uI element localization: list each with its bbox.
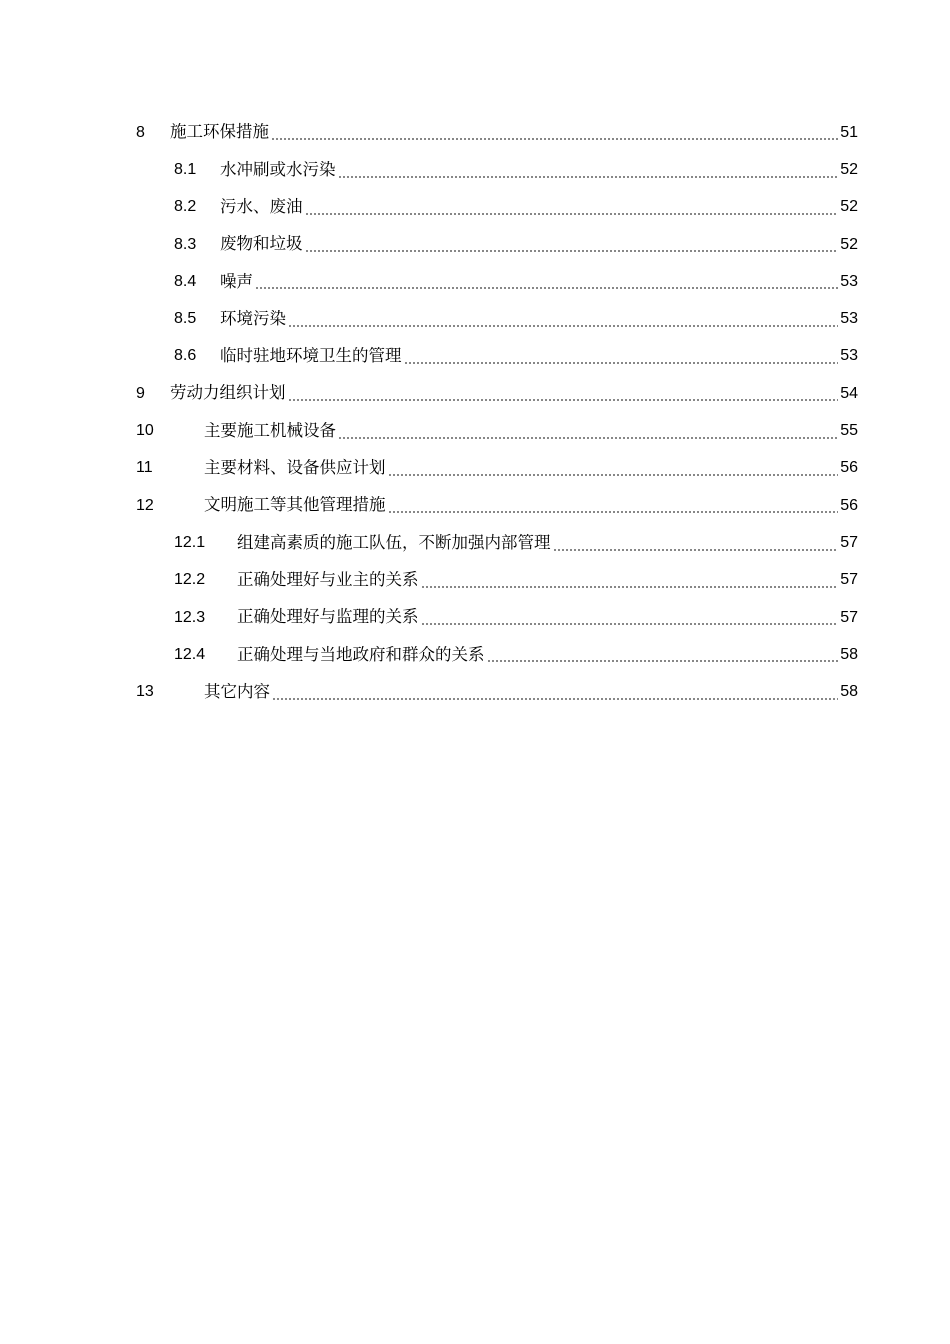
- dot-leader: [305, 213, 839, 215]
- toc-entry-number: 12.4: [174, 645, 206, 663]
- toc-entry-title: 文明施工等其他管理措施: [204, 495, 386, 515]
- dot-leader: [388, 511, 839, 513]
- toc-entry[interactable]: [0, 189, 950, 226]
- toc-entry-page: 56: [840, 496, 858, 514]
- toc-entry-title: 施工环保措施: [170, 122, 269, 142]
- toc-entry[interactable]: [0, 226, 950, 263]
- toc-entry[interactable]: [0, 375, 950, 412]
- toc-entry-number: 8.5: [174, 310, 197, 328]
- toc-entry-number: 12.1: [174, 533, 206, 551]
- toc-entry-page: 58: [840, 683, 858, 701]
- toc-entry-title: 正确处理好与业主的关系: [237, 569, 419, 589]
- toc-entry[interactable]: [0, 562, 950, 599]
- dot-leader: [288, 399, 839, 401]
- dot-leader: [255, 287, 838, 289]
- toc-entry-page: 53: [840, 347, 858, 365]
- toc-entry-number: 11: [136, 459, 153, 477]
- toc-entry-number: 10: [136, 422, 154, 440]
- dot-leader: [272, 698, 838, 700]
- toc-entry[interactable]: [0, 338, 950, 375]
- toc-entry-title: 主要材料、设备供应计划: [204, 458, 386, 478]
- toc-entry-number: 9: [136, 384, 145, 402]
- toc-entry-title: 水冲刷或水污染: [220, 159, 336, 179]
- toc-entry[interactable]: [0, 114, 950, 151]
- toc-entry-title: 组建高素质的施工队伍，不断加强内部管理: [237, 532, 551, 552]
- dot-leader: [404, 362, 839, 364]
- toc-entry-title: 劳动力组织计划: [170, 383, 286, 403]
- table-of-contents: [0, 114, 950, 711]
- toc-entry[interactable]: [0, 412, 950, 449]
- toc-entry-number: 8.3: [174, 235, 197, 253]
- toc-entry-number: 8.6: [174, 347, 197, 365]
- toc-entry-title: 主要施工机械设备: [204, 420, 336, 440]
- toc-entry-page: 57: [840, 608, 858, 626]
- dot-leader: [305, 250, 839, 252]
- toc-entry-title: 正确处理好与监理的关系: [237, 607, 419, 627]
- toc-entry[interactable]: [0, 263, 950, 300]
- toc-entry-number: 12.2: [174, 571, 206, 589]
- toc-entry-title: 正确处理与当地政府和群众的关系: [237, 644, 485, 664]
- toc-entry-number: 13: [136, 683, 154, 701]
- dot-leader: [338, 176, 839, 178]
- toc-entry-title: 环境污染: [220, 308, 286, 328]
- toc-entry-title: 其它内容: [204, 681, 270, 701]
- toc-entry-page: 51: [840, 123, 858, 141]
- dot-leader: [271, 138, 838, 140]
- toc-entry[interactable]: [0, 524, 950, 561]
- toc-entry-page: 52: [840, 235, 858, 253]
- toc-entry[interactable]: [0, 673, 950, 710]
- toc-entry-title: 污水、废油: [220, 196, 303, 216]
- toc-entry-number: 12.3: [174, 608, 206, 626]
- toc-entry[interactable]: [0, 636, 950, 673]
- dot-leader: [421, 623, 839, 625]
- toc-entry-title: 噪声: [220, 271, 253, 291]
- toc-entry[interactable]: [0, 450, 950, 487]
- dot-leader: [338, 437, 838, 439]
- toc-entry-number: 8: [136, 123, 145, 141]
- toc-entry-page: 55: [840, 422, 858, 440]
- toc-entry-title: 临时驻地环境卫生的管理: [220, 346, 402, 366]
- toc-entry-page: 52: [840, 160, 858, 178]
- toc-entry-page: 54: [840, 384, 858, 402]
- toc-entry-page: 58: [840, 645, 858, 663]
- toc-entry-number: 8.1: [174, 160, 197, 178]
- dot-leader: [421, 586, 839, 588]
- toc-entry[interactable]: [0, 599, 950, 636]
- toc-entry-number: 12: [136, 496, 154, 514]
- toc-entry[interactable]: [0, 300, 950, 337]
- dot-leader: [487, 660, 839, 662]
- toc-entry-page: 56: [840, 459, 858, 477]
- toc-entry[interactable]: [0, 487, 950, 524]
- toc-entry-page: 57: [840, 571, 858, 589]
- dot-leader: [553, 549, 839, 551]
- dot-leader: [288, 325, 838, 327]
- dot-leader: [388, 474, 839, 476]
- toc-entry-number: 8.2: [174, 198, 197, 216]
- toc-entry-title: 废物和垃圾: [220, 234, 303, 254]
- toc-entry-number: 8.4: [174, 272, 197, 290]
- toc-entry-page: 57: [840, 533, 858, 551]
- toc-entry-page: 52: [840, 198, 858, 216]
- toc-entry[interactable]: [0, 151, 950, 188]
- toc-entry-page: 53: [840, 272, 858, 290]
- toc-entry-page: 53: [840, 310, 858, 328]
